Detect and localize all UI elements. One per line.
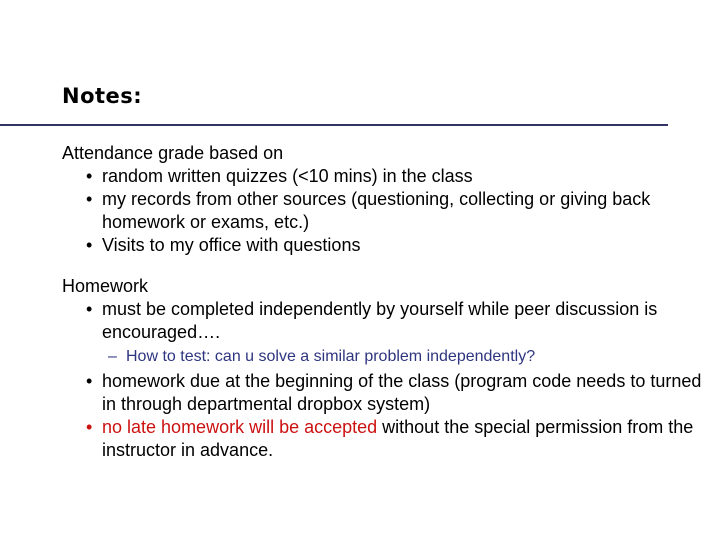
list-item [62,370,702,416]
list-item-text: my records from other sources (questioning, collecting or giving back homework or exams, etc.) [102,189,651,232]
sub-list-item-text: How to test: can u solve a similar problem independently? [126,348,536,365]
section-spacer [62,257,702,275]
list-item [62,298,702,344]
bullet-icon: • [86,371,93,391]
late-policy-emphasis: no late homework will be accepted [102,417,378,437]
homework-list-continued [62,370,702,462]
homework-list [62,298,702,344]
list-item-text: random written quizzes (<10 mins) in the class [102,166,473,186]
list-item-text: homework due at the beginning of the class (program code needs to turned in through departmental dropbox system) [102,371,702,414]
bullet-icon: • [86,189,93,209]
slide-title: Notes: [62,84,143,108]
list-item [62,234,702,257]
bullet-icon: • [86,166,93,186]
list-item [62,165,702,188]
slide-body [62,142,702,462]
homework-sublist [62,346,702,367]
homework-heading: Homework [62,276,149,296]
list-item-text: Visits to my office with questions [102,235,361,255]
list-item [62,416,702,462]
bullet-icon: • [86,299,93,319]
late-policy-text: without the special permission from the instructor in advance. [102,417,694,460]
attendance-list [62,165,702,257]
list-item [62,188,702,234]
sub-list-item [62,346,702,367]
dash-icon: – [108,348,117,365]
bullet-icon: • [86,417,93,437]
attendance-heading: Attendance grade based on [62,143,284,163]
title-divider [0,124,668,126]
list-item-text: must be completed independently by yourself while peer discussion is encouraged…. [102,299,658,342]
bullet-icon: • [86,235,93,255]
